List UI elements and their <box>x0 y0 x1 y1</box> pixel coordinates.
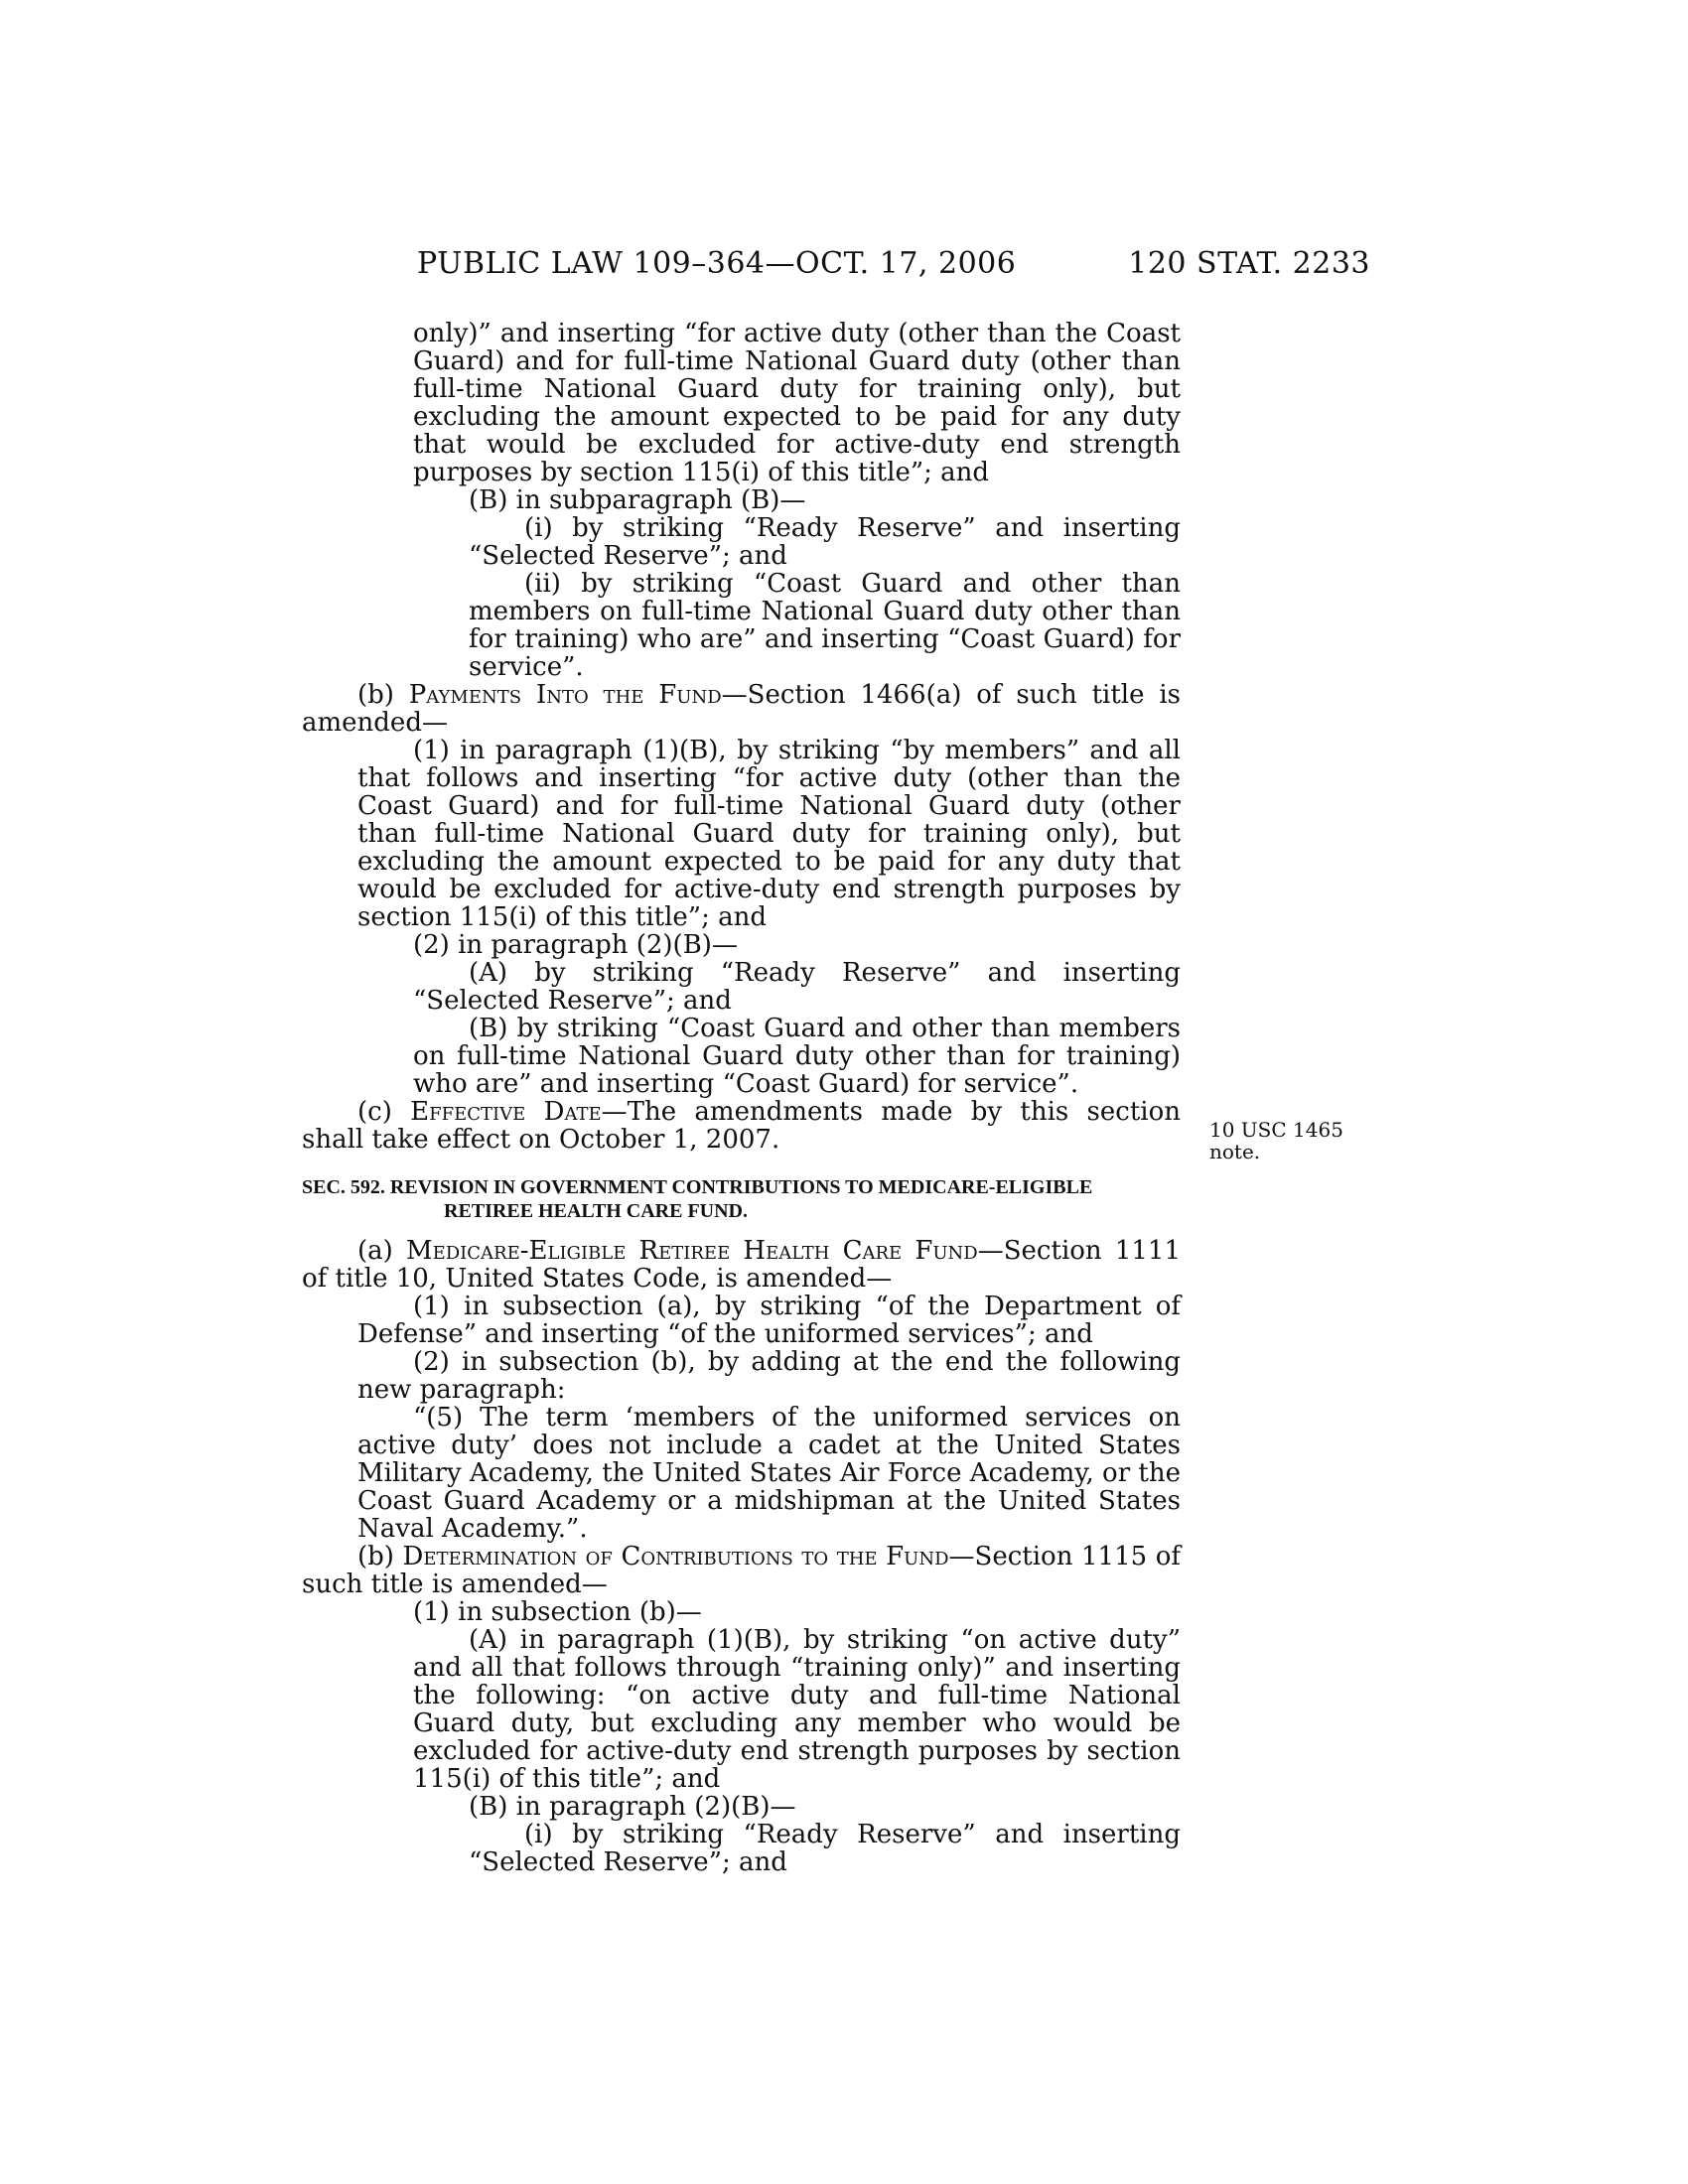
subsection-c-heading: Effective Date <box>410 1097 602 1127</box>
public-law-citation: PUBLIC LAW 109–364—OCT. 17, 2006 <box>417 246 1017 281</box>
subsection-a-medicare-fund <box>302 1237 1181 1293</box>
subsection-b2-heading: Determination of Contributions to the Fund <box>402 1542 949 1571</box>
paragraph-1-1b: (1) in paragraph (1)(B), by striking “by members” and all that follows and inserting “for active duty (other than the Coast Guard) and for full-time National Guard duty (other than full-time National Guard duty for training only), but excluding the amount expected to be paid for any duty that would be excluded for active-duty end strength purposes by section 115(i) of this title”; and <box>357 736 1181 932</box>
subsection-a2-text: —Section 1111 of title 10, United States Code, is amended— <box>302 1236 1182 1294</box>
subsection-b2-text: —Section 1115 of such title is amended— <box>302 1542 1181 1599</box>
subsection-b-payments <box>302 681 1181 737</box>
clause-i-ready-reserve: (i) by striking “Ready Reserve” and inserting “Selected Reserve”; and <box>469 1820 1181 1877</box>
subparagraph-a-1b: (A) in paragraph (1)(B), by striking “on active duty” and all that follows through “training only)” and inserting the following: “on active duty and full-time National Guard duty, but excluding any member who would be excluded for active-duty end strength purposes by section 115(i) of this title”; and <box>413 1625 1181 1794</box>
subsection-b-text: —Section 1466(a) of such title is amended— <box>302 680 1181 738</box>
marginal-note <box>1209 1119 1368 1162</box>
paragraph-2-2b: (2) in paragraph (2)(B)— <box>413 930 738 960</box>
paragraph-1-subsection-b: (1) in subsection (b)— <box>413 1597 702 1627</box>
clause-i: (i) by striking “Ready Reserve” and inserting “Selected Reserve”; and <box>469 513 1181 571</box>
subsection-a2-heading: Medicare-Eligible Retiree Health Care Fund <box>405 1236 978 1266</box>
subsection-a2-label: (a) <box>357 1236 406 1266</box>
paragraph-2-subsection-b: (2) in subsection (b), by adding at the end the following new paragraph: <box>357 1347 1181 1405</box>
statute-page-number: 120 STAT. 2233 <box>1128 246 1370 281</box>
subsection-c-text: —The amendments made by this section shall take effect on October 1, 2007. <box>302 1097 1181 1155</box>
subsection-c-label: (c) <box>357 1097 411 1127</box>
quoted-paragraph-5: “(5) The term ‘members of the uniformed services on active duty’ does not include a cadet at the United States Military Academy, the United States Air Force Academy, or the Coast Guard Academy or a midshipman at the United States Naval Academy.”. <box>357 1403 1181 1544</box>
clause-b-subparagraph: (B) in subparagraph (B)— <box>469 485 806 515</box>
subparagraph-b-coast-guard: (B) by striking “Coast Guard and other than members on full-time National Guard duty other than for training) who are” and inserting “Coast Guard) for service”. <box>413 1014 1181 1099</box>
section-592-heading: SEC. 592. REVISION IN GOVERNMENT CONTRIBUTIONS TO MEDICARE-ELIGIBLE RETIREE HEALTH CARE FUND. <box>302 1176 1093 1222</box>
paragraph-1-subsection-a: (1) in subsection (a), by striking “of the Department of Defense” and inserting “of the uniformed services”; and <box>357 1292 1181 1349</box>
subsection-c-effective-date <box>302 1098 1181 1154</box>
document-body <box>302 320 1181 1876</box>
subparagraph-a-ready-reserve: (A) by striking “Ready Reserve” and inserting “Selected Reserve”; and <box>413 958 1181 1016</box>
subsection-b-label: (b) <box>357 680 409 710</box>
paragraph-continuation: only)” and inserting “for active duty (other than the Coast Guard) and for full-time National Guard duty (other than full-time National Guard duty for training only), but excluding the amount expected to be paid for any duty that would be excluded for active-duty end strength purposes by section 115(i) of this title”; and <box>413 319 1181 487</box>
subsection-b2-label: (b) <box>357 1542 403 1571</box>
page-header <box>417 246 1370 286</box>
subsection-b-determination <box>302 1543 1181 1598</box>
subparagraph-b-2b: (B) in paragraph (2)(B)— <box>469 1792 796 1822</box>
clause-ii: (ii) by striking “Coast Guard and other than members on full-time National Guard duty other than for training) who are” and inserting “Coast Guard) for service”. <box>469 569 1181 682</box>
subsection-b-heading: Payments Into the Fund <box>408 680 722 710</box>
marginal-note-label: note. <box>1209 1140 1261 1163</box>
marginal-note-citation: 10 USC 1465 <box>1209 1118 1343 1142</box>
